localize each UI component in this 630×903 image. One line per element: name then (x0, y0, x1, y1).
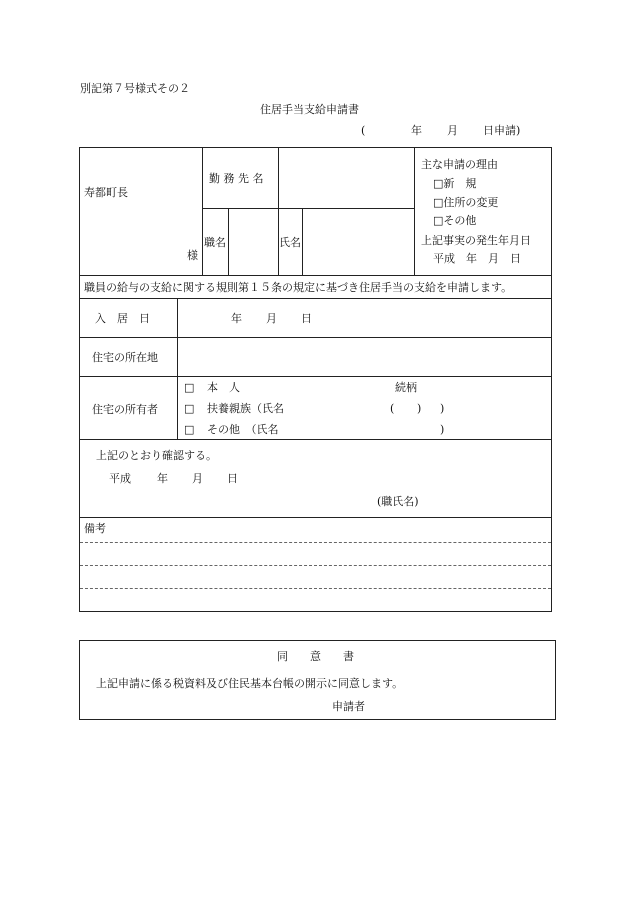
grid-line (414, 147, 415, 275)
checkbox-icon[interactable]: □ (184, 381, 195, 394)
checkbox-icon[interactable]: □ (184, 423, 195, 436)
confirmation-text: 上記のとおり確認する。 (96, 449, 217, 462)
confirmation-month: 月 (192, 472, 203, 485)
grid-line (79, 337, 552, 338)
occurrence-date: 平成 年 月 日 (433, 252, 521, 265)
date-month: 月 (447, 124, 458, 137)
relation-label: 続柄 (395, 381, 417, 394)
grid-line (278, 147, 279, 275)
grid-line (202, 208, 414, 209)
workplace-field[interactable] (280, 173, 410, 187)
position-field[interactable] (230, 215, 276, 270)
applicant-signature-field[interactable] (372, 696, 548, 714)
remarks-line[interactable] (80, 565, 551, 566)
grid-line (202, 147, 203, 275)
consent-title: 同 意 書 (277, 650, 354, 663)
honorific: 様 (187, 249, 198, 262)
owner-option-label: 本 人 (207, 381, 240, 394)
reason-address-change-checkbox[interactable]: □住所の変更 (433, 196, 499, 209)
applicant-label: 申請者 (332, 700, 365, 713)
grid-line (79, 275, 552, 276)
owner-label: 住宅の所有者 (92, 403, 158, 416)
workplace-label: 勤 務 先 名 (209, 172, 264, 185)
grid-line (228, 208, 229, 275)
move-in-year: 年 (231, 312, 242, 325)
application-statement: 職員の給与の支給に関する規則第１５条の規定に基づき住居手当の支給を申請します。 (84, 281, 513, 294)
reason-other-checkbox[interactable]: □その他 (433, 214, 477, 227)
date-year: 年 (411, 124, 422, 137)
occurrence-date-label: 上記事実の発生年月日 (421, 234, 531, 247)
grid-line (302, 208, 303, 275)
date-open-paren: ( (361, 124, 366, 137)
move-in-day: 日 (301, 312, 312, 325)
owner-option-label: その他 （氏名 (207, 423, 279, 436)
move-in-label: 入 居 日 (95, 312, 150, 325)
grid-line (177, 298, 178, 439)
name-label: 氏名 (279, 236, 301, 249)
grid-line (79, 517, 552, 518)
relation-open-paren: ( (390, 402, 395, 415)
position-label: 職名 (204, 236, 226, 249)
grid-line (79, 376, 552, 377)
confirmation-day: 日 (227, 472, 238, 485)
dependent-name-close-paren: ) (440, 402, 445, 415)
grid-line (79, 439, 552, 440)
other-name-close-paren: ) (440, 423, 445, 436)
reasons-title: 主な申請の理由 (421, 158, 498, 171)
reason-new-checkbox[interactable]: □新 規 (433, 177, 477, 190)
name-field[interactable] (305, 215, 411, 270)
remarks-line[interactable] (80, 588, 551, 589)
confirmation-signer-label: (職氏名) (377, 495, 419, 508)
page-title: 住居手当支給申請書 (260, 103, 359, 116)
grid-line (79, 298, 552, 299)
relation-close-paren: ) (417, 402, 422, 415)
addressee: 寿都町長 (84, 186, 128, 199)
address-field[interactable] (180, 345, 548, 369)
form-number: 別記第７号様式その２ (80, 82, 190, 95)
checkbox-icon[interactable]: □ (184, 402, 195, 415)
move-in-month: 月 (266, 312, 277, 325)
confirmation-era: 平成 (109, 472, 131, 485)
remarks-label: 備考 (84, 522, 106, 535)
address-label: 住宅の所在地 (92, 351, 158, 364)
consent-text: 上記申請に係る税資料及び住民基本台帳の開示に同意します。 (96, 677, 404, 690)
confirmation-year: 年 (157, 472, 168, 485)
owner-option-label: 扶養親族（氏名 (207, 402, 284, 415)
remarks-line[interactable] (80, 542, 551, 543)
date-day-apply: 日申請) (483, 124, 521, 137)
